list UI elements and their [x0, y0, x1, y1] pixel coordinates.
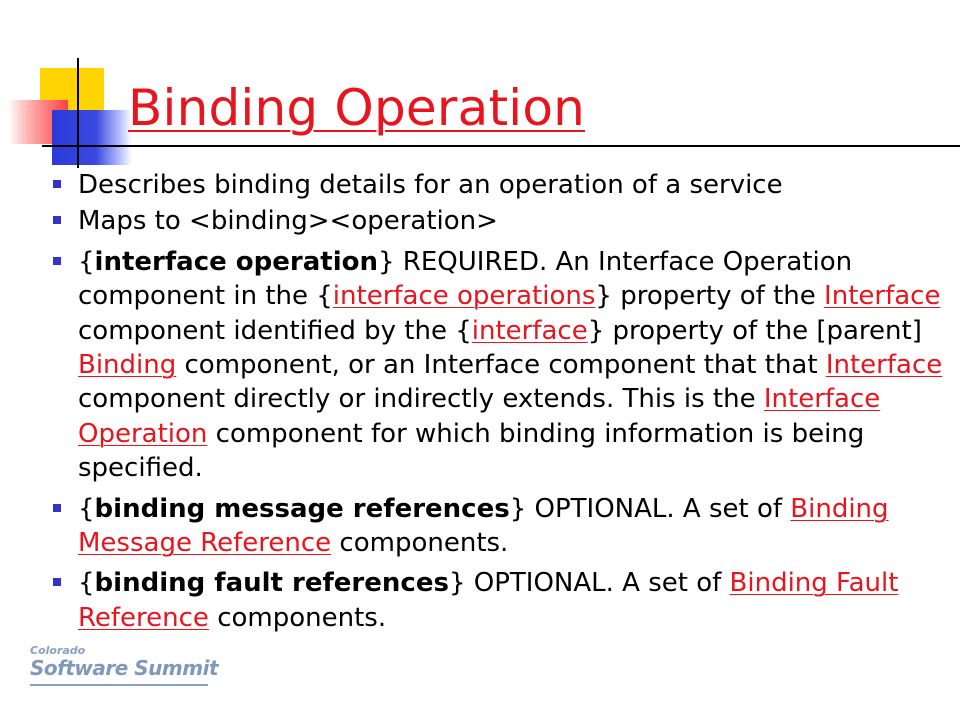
- logo-underline: [30, 684, 208, 686]
- inline-link[interactable]: Interface: [824, 281, 941, 312]
- bullet-text: } property of the [parent]: [587, 315, 922, 346]
- bullet-item: [48, 168, 948, 202]
- property-name: binding message references: [94, 493, 510, 524]
- bullet-text: components.: [331, 528, 509, 559]
- bullet-text: component, or an Interface component that that: [176, 350, 826, 381]
- colorado-software-summit-logo: [30, 644, 219, 688]
- inline-link[interactable]: Binding: [78, 350, 177, 381]
- bullet-text: } OPTIONAL. A set of: [509, 493, 791, 524]
- square-bullet-icon: [53, 216, 61, 224]
- bullet-text: } REQUIRED. An Interface Operation component in the {: [78, 246, 853, 312]
- bullet-text: Describes binding details for an operation of a service: [78, 170, 783, 200]
- bullet-item: [48, 566, 948, 635]
- slide-title: Binding Operation: [128, 79, 586, 137]
- inline-link[interactable]: Interface: [825, 350, 943, 381]
- bullet-text: component for which binding information is being specified.: [78, 418, 865, 484]
- inline-link[interactable]: interface: [471, 315, 588, 346]
- inline-link[interactable]: interface operations: [332, 281, 596, 312]
- bullet-list: [48, 168, 948, 637]
- logo-line2: Software Summit: [30, 656, 219, 680]
- square-bullet-icon: [53, 504, 61, 512]
- bullet-text: {: [78, 246, 95, 277]
- square-bullet-icon: [53, 180, 61, 188]
- bullet-text: {: [78, 493, 95, 524]
- decorative-vertical-line: [77, 58, 79, 168]
- bullet-text: component identified by the {: [78, 315, 472, 346]
- decorative-blue-square: [52, 110, 132, 165]
- square-bullet-icon: [53, 257, 61, 265]
- bullet-text: {: [78, 568, 95, 599]
- inline-link[interactable]: Interface Operation: [78, 384, 881, 449]
- bullet-item: [48, 492, 948, 561]
- bullet-text: components.: [208, 602, 387, 633]
- title-divider: [42, 145, 960, 147]
- square-bullet-icon: [53, 578, 61, 586]
- bullet-text: } property of the: [595, 281, 825, 312]
- inline-link[interactable]: Binding Fault Reference: [78, 568, 899, 633]
- bullet-item: [48, 204, 948, 238]
- bullet-item: [48, 245, 948, 486]
- bullet-text: Maps to <binding><operation>: [78, 206, 498, 237]
- property-name: binding fault references: [94, 568, 449, 599]
- inline-link[interactable]: Binding Message Reference: [78, 493, 889, 559]
- property-name: interface operation: [94, 246, 378, 277]
- bullet-text: component directly or indirectly extends. This is the: [78, 384, 764, 415]
- bullet-text: } OPTIONAL. A set of: [448, 568, 730, 599]
- logo-line1: Colorado: [30, 644, 86, 657]
